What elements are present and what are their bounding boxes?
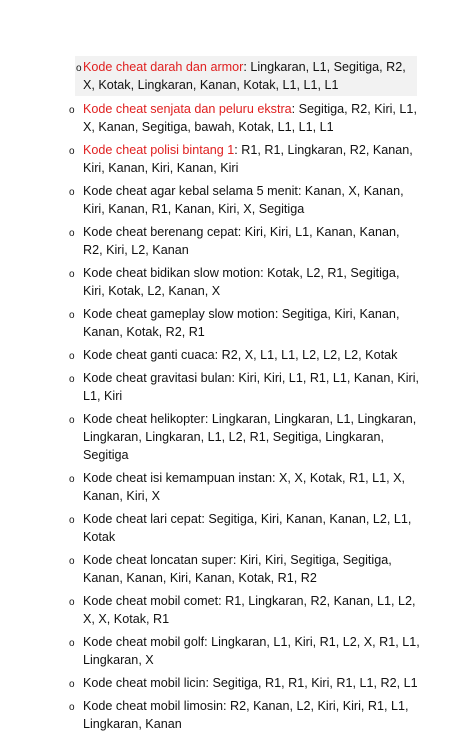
bullet-icon: o	[69, 679, 75, 690]
list-item	[0, 410, 474, 464]
cheat-code-list	[0, 56, 474, 738]
list-item	[75, 56, 417, 96]
bullet-icon: o	[69, 556, 75, 567]
cheat-code: : R2, Kanan, L2, Kiri, Kiri, R1, L1, Lingkaran, Kanan	[83, 699, 409, 731]
bullet-icon: o	[69, 105, 75, 116]
bullet-icon: o	[69, 515, 75, 526]
cheat-name: Kode cheat isi kemampuan instan	[83, 471, 273, 485]
list-item	[0, 697, 474, 733]
cheat-code: : Kanan, X, Kanan, Kiri, Kanan, R1, Kanan, Kiri, X, Segitiga	[83, 184, 404, 216]
cheat-name: Kode cheat polisi bintang 1	[83, 143, 235, 157]
cheat-name: Kode cheat bidikan slow motion	[83, 266, 261, 280]
bullet-icon: o	[69, 638, 75, 649]
bullet-icon: o	[76, 63, 82, 74]
cheat-name: Kode cheat berenang cepat	[83, 225, 238, 239]
list-item	[0, 674, 474, 692]
cheat-code: : Kotak, L2, R1, Segitiga, Kiri, Kotak, L2, Kanan, X	[83, 266, 400, 298]
cheat-name: Kode cheat helikopter	[83, 412, 205, 426]
bullet-icon: o	[69, 228, 75, 239]
list-item	[0, 633, 474, 669]
list-item	[0, 223, 474, 259]
list-item	[0, 305, 474, 341]
cheat-code: : Lingkaran, L1, Kiri, R1, L2, X, R1, L1, Lingkaran, X	[83, 635, 420, 667]
cheat-code: : Kiri, Kiri, L1, R1, L1, Kanan, Kiri, L1, Kiri	[83, 371, 420, 403]
cheat-code: : R1, Lingkaran, R2, Kanan, L1, L2, X, X, Kotak, R1	[83, 594, 416, 626]
cheat-code: : Segitiga, R2, Kiri, L1, X, Kanan, Segitiga, bawah, Kotak, L1, L1, L1	[83, 102, 417, 134]
list-item	[0, 182, 474, 218]
cheat-code: : Segitiga, Kiri, Kanan, Kanan, Kotak, R2, R1	[83, 307, 400, 339]
cheat-code: : R1, R1, Lingkaran, R2, Kanan, Kiri, Kanan, Kiri, Kanan, Kiri	[83, 143, 413, 175]
bullet-icon: o	[69, 146, 75, 157]
bullet-icon: o	[69, 474, 75, 485]
list-item	[0, 100, 474, 136]
cheat-name: Kode cheat lari cepat	[83, 512, 202, 526]
cheat-code: : Lingkaran, L1, Segitiga, R2, X, Kotak, Lingkaran, Kanan, Kotak, L1, L1, L1	[83, 60, 406, 92]
cheat-code: : Segitiga, R1, R1, Kiri, R1, L1, R2, L1	[205, 676, 418, 690]
list-item	[0, 510, 474, 546]
cheat-name: Kode cheat darah dan armor	[83, 60, 244, 74]
cheat-name: Kode cheat mobil limosin	[83, 699, 224, 713]
cheat-name: Kode cheat gameplay slow motion	[83, 307, 275, 321]
list-item	[0, 469, 474, 505]
cheat-name: Kode cheat mobil comet	[83, 594, 219, 608]
list-item	[0, 369, 474, 405]
list-item	[0, 141, 474, 177]
bullet-icon: o	[69, 187, 75, 198]
bullet-icon: o	[69, 351, 75, 362]
list-item	[0, 264, 474, 300]
cheat-name: Kode cheat mobil licin	[83, 676, 206, 690]
bullet-icon: o	[69, 415, 75, 426]
cheat-code: : Kiri, Kiri, Segitiga, Segitiga, Kanan, Kanan, Kiri, Kanan, Kotak, R1, R2	[83, 553, 392, 585]
cheat-name: Kode cheat mobil golf	[83, 635, 205, 649]
cheat-name: Kode cheat loncatan super	[83, 553, 233, 567]
cheat-code: : Lingkaran, Lingkaran, L1, Lingkaran, Lingkaran, Lingkaran, L1, L2, R1, Segitiga, Lingkaran, Segitiga	[83, 412, 417, 462]
cheat-code: : X, X, Kotak, R1, L1, X, Kanan, Kiri, X	[83, 471, 406, 503]
list-item	[0, 551, 474, 587]
cheat-name: Kode cheat agar kebal selama 5 menit	[83, 184, 298, 198]
bullet-icon: o	[69, 310, 75, 321]
bullet-icon: o	[69, 374, 75, 385]
cheat-name: Kode cheat senjata dan peluru ekstra	[83, 102, 292, 116]
cheat-name: Kode cheat gravitasi bulan	[83, 371, 232, 385]
list-item	[0, 592, 474, 628]
cheat-code: : Kiri, Kiri, L1, Kanan, Kanan, R2, Kiri, L2, Kanan	[83, 225, 400, 257]
cheat-name: Kode cheat ganti cuaca	[83, 348, 215, 362]
cheat-code: : Segitiga, Kiri, Kanan, Kanan, L2, L1, Kotak	[83, 512, 412, 544]
bullet-icon: o	[69, 702, 75, 713]
bullet-icon: o	[69, 269, 75, 280]
bullet-icon: o	[69, 597, 75, 608]
list-item	[0, 346, 474, 364]
cheat-code: : R2, X, L1, L1, L2, L2, L2, Kotak	[214, 348, 398, 362]
